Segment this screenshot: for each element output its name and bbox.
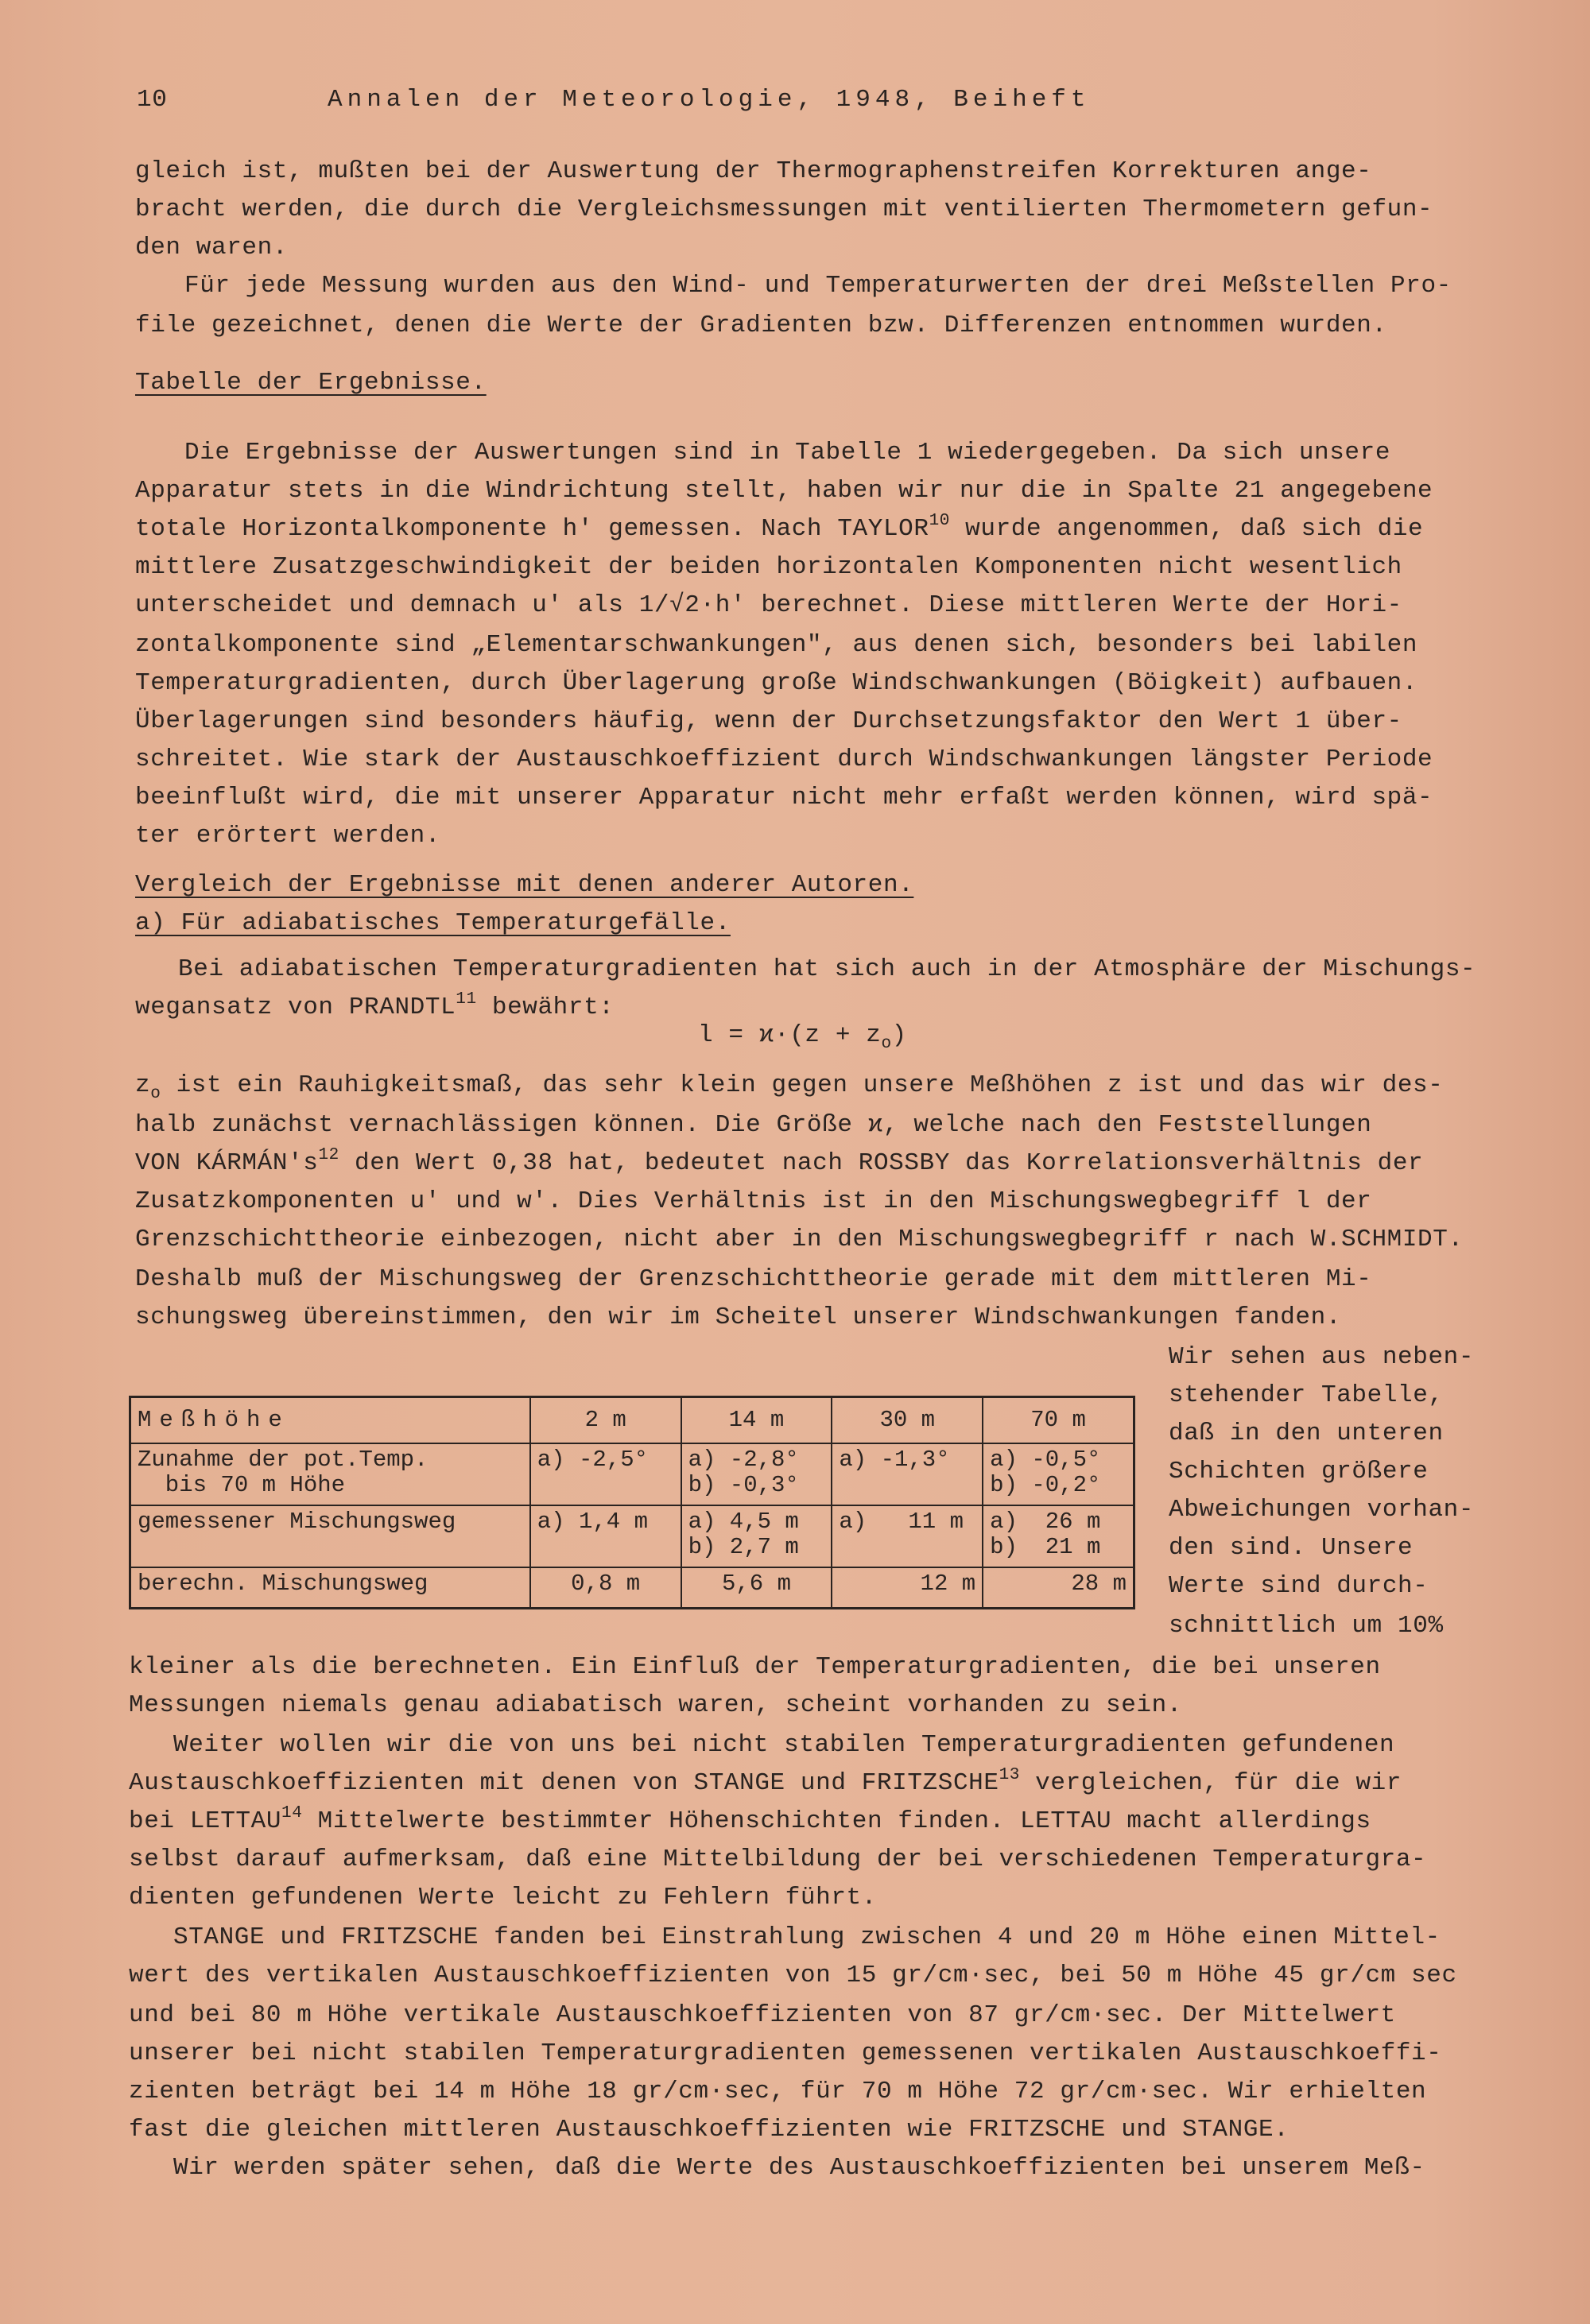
table-header-cell: 14 m — [681, 1397, 832, 1443]
table-cell: a) -1,3° — [832, 1443, 983, 1505]
text-line: bracht werden, die durch die Vergleichsmessungen mit ventilierten Thermometern gefun- — [135, 196, 1433, 223]
text-line: Austauschkoeffizienten mit denen von STANGE und FRITZSCHE$^{13}$ vergleichen, für die wir — [129, 1766, 1402, 1797]
text-line: Weiter wollen wir die von uns bei nicht stabilen Temperaturgradienten gefundenen — [173, 1731, 1395, 1759]
text-line: Überlagerungen sind besonders häufig, wenn der Durchsetzungsfaktor den Wert 1 über- — [135, 707, 1402, 735]
text-line: unterscheidet und demnach u' als 1/√2·h' berechnet. Diese mittleren Werte der Hori- — [135, 591, 1402, 619]
table-header-cell: Meßhöhe — [130, 1397, 530, 1443]
table-cell: 0,8 m — [530, 1567, 681, 1609]
text-line: Deshalb muß der Mischungsweg der Grenzschichttheorie gerade mit dem mittleren Mi- — [135, 1265, 1372, 1293]
section-heading: Vergleich der Ergebnisse mit denen anderer Autoren. — [135, 871, 914, 899]
text-line: Zusatzkomponenten u' und w'. Dies Verhältnis ist in den Mischungswegbegriff l der — [135, 1187, 1372, 1215]
text-line: bei LETTAU$^{14}$ Mittelwerte bestimmter Höhenschichten finden. LETTAU macht allerdings — [129, 1804, 1371, 1835]
text-line: VON $KÁRMÁN's^{12}$ den Wert 0,38 hat, bedeutet nach ROSSBY das Korrelationsverhältnis der — [135, 1146, 1424, 1177]
table-row — [130, 1505, 1134, 1567]
text-line: Messungen niemals genau adiabatisch waren, scheint vorhanden zu sein. — [129, 1691, 1183, 1719]
table-row — [130, 1567, 1134, 1609]
text-line: totale Horizontalkomponente h' gemessen. Nach TAYLOR$^{10}$ wurde angenommen, daß sich die — [135, 512, 1424, 543]
text-line: Apparatur stets in die Windrichtung stellt, haben wir nur die in Spalte 21 angegebene — [135, 477, 1433, 505]
table-cell: 12 m — [832, 1567, 983, 1609]
text-line: beeinflußt wird, die mit unserer Apparatur nicht mehr erfaßt werden können, wird spä- — [135, 784, 1433, 811]
table-cell: Zunahme der pot.Temp. bis 70 m Höhe — [130, 1443, 530, 1505]
table-cell: a) -0,5° b) -0,2° — [983, 1443, 1134, 1505]
table-cell: a) -2,5° — [530, 1443, 681, 1505]
text-line: Bei adiabatischen Temperaturgradienten hat sich auch in der Atmosphäre der Mischungs- — [178, 955, 1476, 983]
text-line: zienten beträgt bei 14 m Höhe 18 gr/cm·sec, für 70 m Höhe 72 gr/cm·sec. Wir erhielten — [129, 2078, 1427, 2105]
text-line: zontalkomponente sind „Elementarschwankungen", aus denen sich, besonders bei labilen — [135, 631, 1418, 659]
text-line: Die Ergebnisse der Auswertungen sind in Tabelle 1 wiedergegeben. Da sich unsere — [184, 439, 1391, 467]
side-text-line: schnittlich um 10% — [1169, 1612, 1444, 1640]
table-cell: a) 4,5 m b) 2,7 m — [681, 1505, 832, 1567]
side-text-line: Werte sind durch- — [1169, 1572, 1429, 1600]
section-heading: Tabelle der Ergebnisse. — [135, 369, 487, 397]
side-text-line: Abweichungen vorhan- — [1169, 1496, 1475, 1524]
text-line: Grenzschichttheorie einbezogen, nicht aber in den Mischungswegbegriff r nach W.SCHMIDT. — [135, 1226, 1464, 1253]
text-line: Für jede Messung wurden aus den Wind- und Temperaturwerten der drei Meßstellen Pro- — [184, 272, 1452, 300]
table-cell: 28 m — [983, 1567, 1134, 1609]
running-title: Annalen der Meteorologie, 1948, Beiheft — [328, 86, 1091, 114]
text-line: mittlere Zusatzgeschwindigkeit der beiden horizontalen Komponenten nicht wesentlich — [135, 553, 1402, 581]
text-line: schungsweg übereinstimmen, den wir im Scheitel unserer Windschwankungen fanden. — [135, 1303, 1342, 1331]
text-line: Temperaturgradienten, durch Überlagerung große Windschwankungen (Böigkeit) aufbauen. — [135, 669, 1418, 697]
text-line: den waren. — [135, 234, 289, 261]
table-header-cell: 70 m — [983, 1397, 1134, 1443]
text-line: wegansatz von PRANDTL$^{11}$ bewährt: — [135, 990, 615, 1021]
text-line: $z_o$ ist ein Rauhigkeitsmaß, das sehr klein gegen unsere Meßhöhen z ist und das wir des- — [135, 1071, 1444, 1103]
table-cell: a) 26 m b) 21 m — [983, 1505, 1134, 1567]
table-cell: a) 1,4 m — [530, 1505, 681, 1567]
text-line: wert des vertikalen Austauschkoeffizienten von 15 gr/cm·sec, bei 50 m Höhe 45 gr/cm sec — [129, 1962, 1457, 1989]
text-line: gleich ist, mußten bei der Auswertung der Thermographenstreifen Korrekturen ange- — [135, 157, 1372, 185]
mixing-length-table — [129, 1396, 1135, 1609]
subsection-heading: a) Für adiabatisches Temperaturgefälle. — [135, 909, 731, 937]
table-cell: a) 11 m — [832, 1505, 983, 1567]
side-text-line: daß in den unteren — [1169, 1420, 1444, 1447]
table-header-cell: 2 m — [530, 1397, 681, 1443]
page-number: 10 — [137, 86, 168, 114]
text-line: unserer bei nicht stabilen Temperaturgradienten gemessenen vertikalen Austauschkoeffi- — [129, 2039, 1442, 2067]
table-header-cell: 30 m — [832, 1397, 983, 1443]
text-line: file gezeichnet, denen die Werte der Gradienten bzw. Differenzen entnommen wurden. — [135, 312, 1387, 339]
text-line: und bei 80 m Höhe vertikale Austauschkoeffizienten von 87 gr/cm·sec. Der Mittelwert — [129, 2001, 1396, 2029]
mixing-length-formula: $l = ϰ\cdot(z + z_o)$ — [698, 1021, 907, 1053]
table-cell: berechn. Mischungsweg — [130, 1567, 530, 1609]
side-text-line: Schichten größere — [1169, 1458, 1429, 1485]
text-line: halb zunächst vernachlässigen können. Die Größe ϰ, welche nach den Feststellungen — [135, 1111, 1372, 1139]
table-cell: a) -2,8° b) -0,3° — [681, 1443, 832, 1505]
table-cell: 5,6 m — [681, 1567, 832, 1609]
text-line: Wir werden später sehen, daß die Werte des Austauschkoeffizienten bei unserem Meß- — [173, 2154, 1425, 2182]
text-line: dienten gefundenen Werte leicht zu Fehlern führt. — [129, 1884, 877, 1911]
table-row — [130, 1443, 1134, 1505]
text-line: kleiner als die berechneten. Ein Einfluß der Temperaturgradienten, die bei unseren — [129, 1653, 1381, 1681]
side-text-line: stehender Tabelle, — [1169, 1381, 1444, 1409]
text-line: schreitet. Wie stark der Austauschkoeffizient durch Windschwankungen längster Periode — [135, 746, 1433, 773]
side-text-line: Wir sehen aus neben- — [1169, 1343, 1475, 1371]
text-line: fast die gleichen mittleren Austauschkoeffizienten wie FRITZSCHE und STANGE. — [129, 2116, 1289, 2144]
side-text-line: den sind. Unsere — [1169, 1534, 1414, 1562]
text-line: ter erörtert werden. — [135, 822, 441, 850]
table-cell: gemessener Mischungsweg — [130, 1505, 530, 1567]
text-line: selbst darauf aufmerksam, daß eine Mittelbildung der bei verschiedenen Temperaturgra- — [129, 1846, 1427, 1873]
text-line: STANGE und FRITZSCHE fanden bei Einstrahlung zwischen 4 und 20 m Höhe einen Mittel- — [173, 1923, 1441, 1951]
table-header-row — [130, 1397, 1134, 1443]
